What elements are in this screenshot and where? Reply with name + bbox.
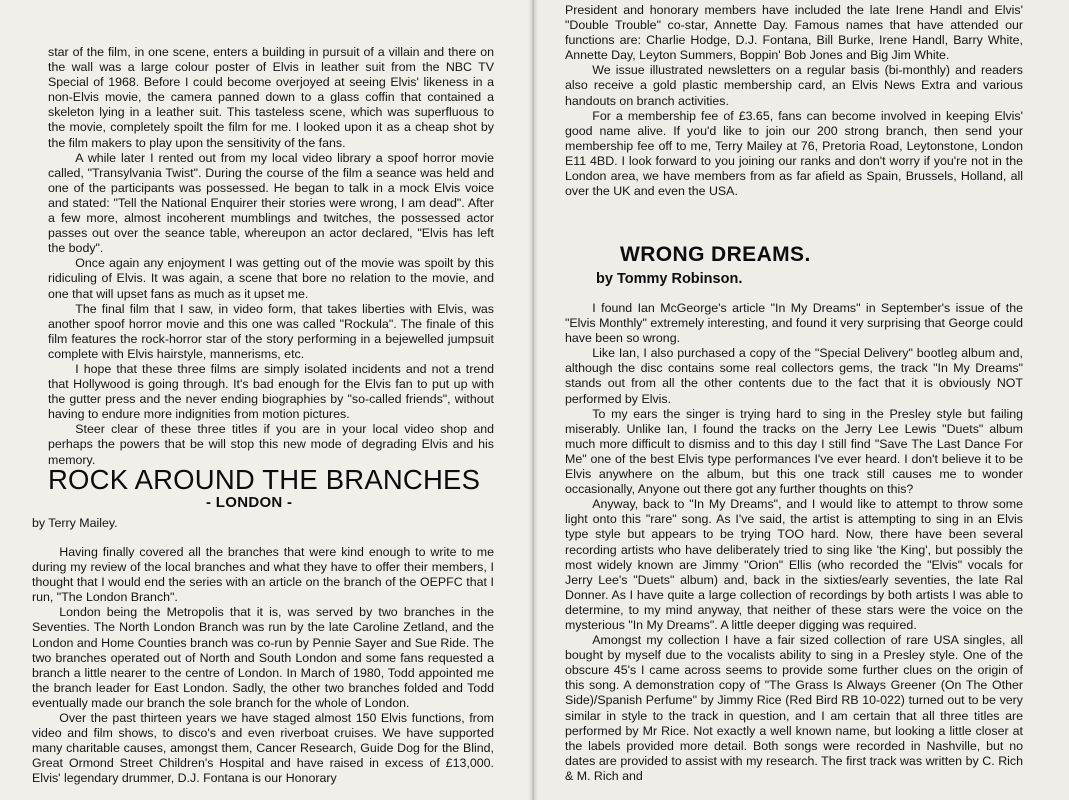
paragraph: star of the film, in one scene, enters a building in pursuit of a villain and there on the wall was a large colour poster of Elvis in leather suit from the NBC TV Special of 1968. Before I could become overjoyed at seeing Elvis' likeness in a non-Elvis movie, the camera panned down to a glass coffin that contained a skeleton lying in a leather suit. This tasteless scene, which was superfluous to the movie, completely spoilt the film for me. I looked upon it as a cheap shot by the film makers to play upon the sensitivity of the fans. (48, 45, 494, 150)
paragraph: President and honorary members have included the late Irene Handl and Elvis' "Double Trouble" co-star, Annette Day. Famous names that have attended our functions are: Charlie Hodge, D.J. Fontana, Bill Burke, Irene Handl, Barry White, Annette Day, Leyton Summers, Boppin' Bob Jones and Big Jim White. (565, 3, 1023, 63)
right-continuation-text (565, 3, 1023, 199)
paragraph: For a membership fee of £3.65, fans can become involved in keeping Elvis' good name alive. If you'd like to join our 200 strong branch, then send your membership fee off to me, Terry Mailey at 76, Pretoria Road, Leytonstone, London E11 4BD. I look forward to you joining our ranks and don't worry if you're not in the London area, we have members from as far afield as Spain, Brussels, Holland, all over the UK and even the USA. (565, 108, 1023, 199)
paragraph: Anyway, back to "In My Dreams", and I would like to attempt to throw some light onto this "rare" song. As I've said, the artist is attempting to sing in an Elvis type style but appears to be trying TOO hard. Now, there have been several recording artists who have deliberately tried to sing like 'the King', but possibly the most widely known are Jimmy "Orion" Ellis (who recorded the "Elvis" vocals for Jerry Lee's "Duets" album) and, back in the sixties/early seventies, the late Ral Donner. As I have quite a large collection of recordings by both artists I was able to determine, to my mind anyway, that neither of these stars were the voice on the mysterious "In My Dreams". A little deeper digging was required. (565, 497, 1023, 632)
article-subtitle-london: - LONDON - (206, 494, 293, 511)
paragraph: Having finally covered all the branches that were kind enough to write to me during my review of the local branches and what they have to offer their members, I thought that I would end the series with an article on the branch of the OEPFC that I run, "The London Branch". (32, 545, 494, 605)
right-page (534, 0, 1069, 800)
article-byline-terry-mailey: by Terry Mailey. (32, 516, 118, 530)
article-title-wrong-dreams: WRONG DREAMS. (620, 243, 811, 266)
left-continuation-text (48, 45, 494, 468)
paragraph: Steer clear of these three titles if you are in your local video shop and perhaps the powers that be will stop this new mode of degrading Elvis and his memory. (48, 422, 494, 467)
paragraph: To my ears the singer is trying hard to sing in the Presley style but failing miserably. Unlike Ian, I found the tracks on the Jerry Lee Lewis "Duets" album much more difficult to dismiss and to this day I still find "Save The Last Dance For Me" one of the best Elvis type performances I've ever heard. I don't believe it to be Elvis anywhere on the album, but this one track still causes me to wonder occasionally, Anyone out there got any further thoughts on this? (565, 406, 1023, 497)
wrong-dreams-body (565, 301, 1023, 784)
paragraph: A while later I rented out from my local video library a spoof horror movie called, "Transylvania Twist". During the course of the film a seance was held and one of the participants was possessed. He began to talk in a mock Elvis voice and stated: "Tell the National Enquirer their stories were wrong, I am dead". After a few more, almost incoherent mumblings and twitches, the possessed actor passes out over the seance table, whereupon an actor declared, "Elvis has left the body". (48, 150, 494, 256)
page-gutter (528, 0, 538, 800)
paragraph: The final film that I saw, in video form, that takes liberties with Elvis, was another spoof horror movie and this one was called "Rockula". The finale of this film features the rock-horror star of the story performing in a bejewelled jumpsuit complete with Elvis hairstyle, mannerisms, etc. (48, 301, 494, 361)
article-title-rock-around-the-branches: ROCK AROUND THE BRANCHES (48, 464, 481, 495)
paragraph: Once again any enjoyment I was getting out of the movie was spoilt by this ridiculing of Elvis. It was again, a scene that bore no relation to the movie, and one that will upset fans as much as it upset me. (48, 256, 494, 301)
article-byline-tommy-robinson: by Tommy Robinson. (596, 271, 743, 287)
left-page (0, 0, 532, 800)
paragraph: Amongst my collection I have a fair sized collection of rare USA singles, all bought by myself due to the vocalists ability to sing in a Presley style. One of the obscure 45's I came across seems to provide some further clues on the origin of this song. A demonstration copy of "The Grass Is Always Greener (On The Other Side)/Spanish Perfume" by Jimmy Rice (Red Bird RB 10-022) turned out to be very similar in style to the track in question, and I am certain that all three titles are performed by Mr Rice. Not exactly a well known name, but looking a little closer at the labels provided more detail. Both songs were recorded in Nashville, but no dates are provided to assist with my research. The first track was written by C. Rich & M. Rich and (565, 633, 1023, 783)
paragraph: Like Ian, I also purchased a copy of the "Special Delivery" bootleg album and, although the disc contains some real collectors gems, the track "In My Dreams" stands out from all the other contents due to the fact that it is obviously NOT performed by Elvis. (565, 346, 1023, 406)
paragraph: I found Ian McGeorge's article "In My Dreams" in September's issue of the "Elvis Monthly" extremely interesting, and found it very surprising that George could have been so wrong. (565, 301, 1023, 346)
rock-around-the-branches-body (32, 545, 494, 787)
paragraph: Over the past thirteen years we have staged almost 150 Elvis functions, from video and film shows, to disco's and even riverboat cruises. We have supported many charitable causes, amongst them, Cancer Research, Guide Dog for the Blind, Great Ormond Street Children's Hospital and have raised in excess of £13,000. Elvis' legendary drummer, D.J. Fontana is our Honorary (32, 711, 494, 786)
paragraph: London being the Metropolis that it is, was served by two branches in the Seventies. The North London Branch was run by the late Caroline Zetland, and the London and Home Counties branch was co-run by Pennie Sayer and Sue Ride. The two branches operated out of North and South London and some fans requested a branch a little nearer to the centre of London. In March of 1980, Todd appointed me the branch leader for East London. Sadly, the other two branches folded and Todd eventually made our branch the sole branch for the whole of London. (32, 605, 494, 710)
paragraph: I hope that these three films are simply isolated incidents and not a trend that Hollywood is going through. It's bad enough for the Elvis fan to put up with the gutter press and the never ending biographies by "so-called friends", without having to endure more indignities from motion pictures. (48, 361, 494, 422)
paragraph: We issue illustrated newsletters on a regular basis (bi-monthly) and readers also receive a gold plastic membership card, an Elvis News Extra and various handouts on branch activities. (565, 63, 1023, 108)
